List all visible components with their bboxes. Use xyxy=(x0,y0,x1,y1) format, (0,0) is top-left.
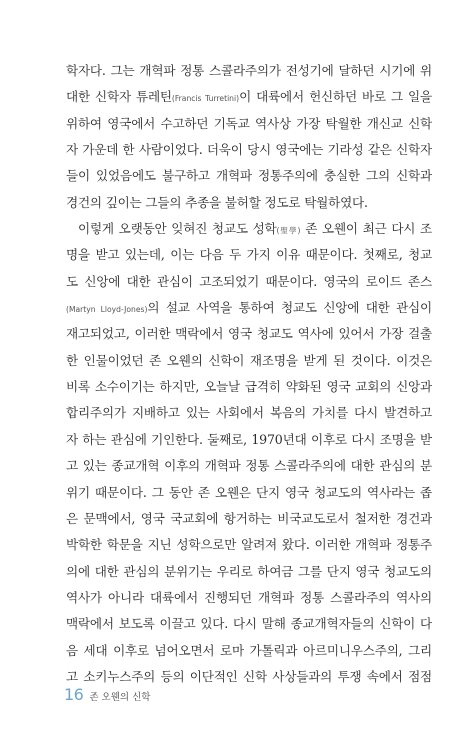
text-line xyxy=(66,84,432,110)
line-text: 이 대륙에서 헌신하던 바로 그 일을 xyxy=(239,89,432,105)
text-line xyxy=(66,137,432,163)
text-line xyxy=(66,453,432,479)
text-line xyxy=(66,242,432,268)
line-text: 자 하는 관심에 기인한다. 둘째로, 1970년대 이후로 다시 조명을 받 xyxy=(66,431,432,447)
running-title: 존 오웬의 신학 xyxy=(89,692,151,703)
line-text: 존 오웬이 최근 다시 조 xyxy=(300,221,432,237)
paragraph-first-line xyxy=(66,216,432,242)
text-line xyxy=(66,585,432,611)
line-text: 재고되었고, 이러한 맥락에서 영국 청교도 역사에 있어서 가장 걸출 xyxy=(66,326,432,342)
text-line xyxy=(66,295,432,321)
text-line xyxy=(66,163,432,189)
line-text: 이렇게 오랫동안 잊혀진 청교도 성학 xyxy=(78,221,277,237)
line-text: 합리주의가 지배하고 있는 사회에서 복음의 가치를 다시 발견하고 xyxy=(66,405,432,421)
line-text: 고 소키누스주의 등의 이단적인 신학 사상들과의 투쟁 속에서 점점 xyxy=(66,668,432,684)
text-line xyxy=(66,374,432,400)
line-text: 맥락에서 보도록 이끌고 있다. 다시 말해 종교개혁자들의 신학이 다 xyxy=(66,616,432,632)
text-line xyxy=(66,559,432,585)
line-text: 은 문맥에서, 영국 국교회에 항거하는 비국교도로서 철저한 경건과 xyxy=(66,510,432,526)
line-text: 의 설교 사역을 통하여 청교도 신앙에 대한 관심이 xyxy=(147,300,432,316)
line-text: 위기 때문이다. 그 동안 존 오웬은 단지 영국 청교도의 역사라는 좁 xyxy=(66,484,432,500)
latin-name-annotation: (Francis Turretini) xyxy=(171,94,240,104)
line-text: 명을 받고 있는데, 이는 다음 두 가지 이유 때문이다. 첫째로, 청교 xyxy=(66,247,432,263)
text-line xyxy=(66,480,432,506)
body-text xyxy=(66,58,432,690)
text-line xyxy=(66,321,432,347)
text-line xyxy=(66,638,432,664)
line-text: 음 세대 이후로 넘어오면서 로마 가톨릭과 아르미니우스주의, 그리 xyxy=(66,642,432,658)
page-footer xyxy=(64,685,150,704)
text-line xyxy=(66,532,432,558)
line-text: 의에 대한 관심의 분위기는 우리로 하여금 그를 단지 영국 청교도의 xyxy=(66,563,432,579)
line-text: 박학한 학문을 지닌 성학으로만 알려져 왔다. 이러한 개혁파 정통주 xyxy=(66,537,432,553)
page-number: 16 xyxy=(64,685,84,704)
line-text: 자 가운데 한 사람이었다. 더욱이 당시 영국에는 기라성 같은 신학자 xyxy=(66,142,432,158)
text-line xyxy=(66,611,432,637)
line-text: 비록 소수이기는 하지만, 오늘날 급격히 약화된 영국 교회의 신앙과 xyxy=(66,379,432,395)
line-text: 대한 신학자 튜레틴 xyxy=(66,89,172,105)
line-text: 경건의 깊이는 그들의 추종을 불허할 정도로 탁월하였다. xyxy=(66,194,368,210)
text-line xyxy=(66,58,432,84)
latin-name-annotation: (Martyn Lloyd-Jones) xyxy=(66,305,148,315)
hanja-annotation: (聖學) xyxy=(276,226,301,236)
text-line xyxy=(66,348,432,374)
line-text: 한 인물이었던 존 오웬의 신학이 재조명을 받게 된 것이다. 이것은 xyxy=(66,352,432,368)
line-text: 학자다. 그는 개혁파 정통 스콜라주의가 전성기에 달하던 시기에 위 xyxy=(66,63,432,78)
line-text: 도 신앙에 대한 관심이 고조되었기 때문이다. 영국의 로이드 존스 xyxy=(66,273,432,289)
line-text: 고 있는 종교개혁 이후의 개혁파 정통 스콜라주의에 대한 관심의 분 xyxy=(66,458,432,474)
text-line xyxy=(66,506,432,532)
text-line xyxy=(66,190,432,216)
line-text: 위하여 영국에서 수고하던 기독교 역사상 가장 탁월한 개신교 신학 xyxy=(66,115,432,131)
text-line xyxy=(66,400,432,426)
line-text: 들이 있었음에도 불구하고 개혁파 정통주의에 충실한 그의 신학과 xyxy=(66,168,432,184)
text-line xyxy=(66,111,432,137)
text-line xyxy=(66,269,432,295)
line-text: 역사가 아니라 대륙에서 진행되던 개혁파 정통 스콜라주의 역사의 xyxy=(66,589,432,605)
text-line xyxy=(66,427,432,453)
